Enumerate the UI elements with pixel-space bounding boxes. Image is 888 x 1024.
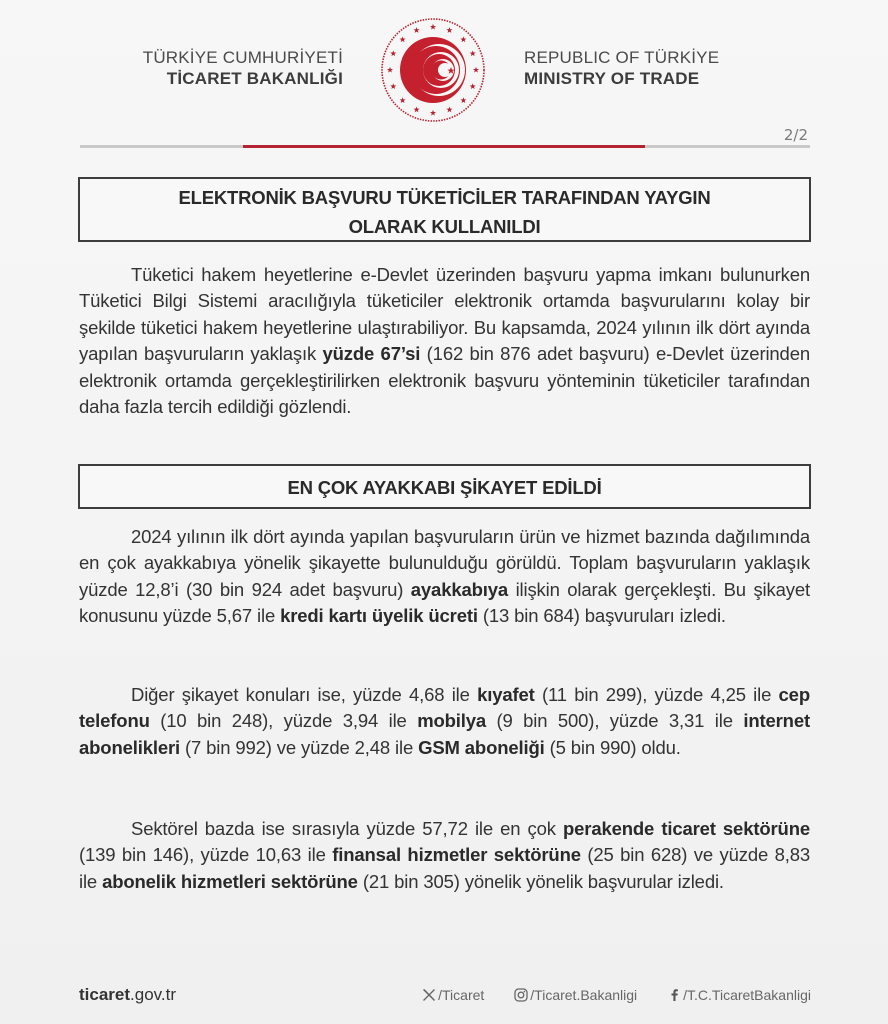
website-link[interactable] [79, 985, 176, 1005]
text-run: (25 bin 628) ve yüzde 8,83 ile [79, 844, 811, 892]
x-icon [422, 988, 436, 1002]
social-handle: /T.C.TicaretBakanligi [683, 987, 811, 1003]
text-run: (9 bin 500), yüzde 3,31 ile [486, 710, 744, 732]
emblem-star-icon [446, 107, 452, 113]
header-divider [80, 145, 810, 148]
social-link-instagram[interactable] [514, 987, 637, 1003]
instagram-icon [514, 988, 528, 1002]
emblem-star-icon [473, 67, 479, 73]
section2-paragraph-3 [79, 816, 810, 895]
emblem-star-icon [414, 27, 420, 33]
section1-heading [78, 177, 811, 242]
emblem-star-icon [387, 67, 393, 73]
text-run: (13 bin 684) başvuruları izledi. [477, 605, 726, 627]
ministry-emblem-icon [379, 16, 487, 124]
text-run: 2024 yılının ilk dört ayında yapılan başvuruların ürün ve hizmet bazında dağılımında en çok ayakkabıya yönelik şikayette bulunulduğu görüldü. Toplam başvuruların yaklaşık yüzde 12,8’i (30 bin 924 adet başvuru) [79, 526, 810, 600]
text-run: (7 bin 992) ve yüzde 2,48 ile [180, 736, 419, 758]
text-run: ilişkin olarak gerçekleşti. Bu şikayet konusunu yüzde 5,67 ile [79, 578, 810, 627]
emblem-star-icon [470, 83, 476, 89]
header-right-line2: MINISTRY OF TRADE [524, 69, 700, 88]
header-left-line1: TÜRKİYE CUMHURİYETİ [142, 48, 343, 67]
emblem-star-icon [446, 27, 452, 33]
page-number: 2/2 [783, 126, 808, 144]
bold-run: internet abonelikleri [79, 710, 810, 758]
bold-run: cep telefonu [79, 684, 810, 732]
header-left-line2: TİCARET BAKANLIĞI [166, 69, 343, 88]
emblem-star-icon [390, 50, 396, 56]
text-run: (162 bin 876 adet başvuru) e-Devlet üzerinden elektronik ortamda gerçekleştirilirken elektronik başvuru yönteminin tüketiciler tarafından daha fazla tercih edildiği gözlendi. [79, 343, 810, 418]
facebook-icon [667, 988, 681, 1002]
emblem-star-icon [470, 50, 476, 56]
social-handle: /Ticaret.Bakanligi [530, 987, 638, 1003]
website-domain-rest: .gov.tr [130, 985, 177, 1004]
text-run: (139 bin 146), yüzde 10,63 ile [79, 844, 333, 866]
social-link-x[interactable] [422, 987, 484, 1003]
bold-run: kredi kartı üyelik ücreti [280, 605, 478, 627]
bold-run: ayakkabıya [410, 578, 509, 600]
section2-paragraph-1 [79, 524, 810, 630]
header-english-title [524, 47, 719, 89]
header-turkish-title [143, 47, 343, 89]
social-links [422, 987, 811, 1003]
text-run: Tüketici hakem heyetlerine e-Devlet üzerinden başvuru yapma imkanı bulunurken Tüketici Bilgi Sistemi aracılığıyla tüketiciler elektronik ortamda başvurularını kolay bir şekilde tüketici hakem heyetlerine ulaştırabiliyor. Bu kapsamda, 2024 yılının ilk dört ayında yapılan başvuruların yaklaşık [79, 264, 810, 365]
section1-heading-line1: ELEKTRONİK BAŞVURU TÜKETİCİLER TARAFINDAN YAYGIN [178, 187, 711, 208]
bold-run: finansal hizmetler sektörüne [332, 844, 581, 866]
bold-run: GSM aboneliği [418, 736, 545, 758]
header-divider-accent [243, 145, 645, 148]
text-run: (11 bin 299), yüzde 4,25 ile [534, 684, 779, 705]
bold-run: kıyafet [477, 684, 535, 705]
emblem-star-icon [400, 97, 406, 103]
emblem-star-icon [390, 83, 396, 89]
social-handle: /Ticaret [438, 987, 485, 1003]
emblem-star-icon [460, 97, 466, 103]
letterhead [0, 0, 888, 130]
website-domain-bold: ticaret [79, 985, 131, 1004]
text-run: (21 bin 305) yönelik yönelik başvurular izledi. [357, 870, 724, 892]
text-run: (10 bin 248), yüzde 3,94 ile [149, 710, 418, 732]
text-run: Sektörel bazda ise sırasıyla yüzde 57,72 ile en çok [131, 818, 563, 839]
emblem-star-icon [414, 107, 420, 113]
bold-run: mobilya [417, 710, 487, 732]
section1-paragraph [79, 262, 810, 420]
bold-run: yüzde 67’si [322, 343, 421, 365]
text-run: (5 bin 990) oldu. [544, 736, 681, 758]
emblem-star-icon [430, 110, 436, 116]
emblem-star-icon [400, 36, 406, 42]
social-link-facebook[interactable] [667, 987, 811, 1003]
bold-run: abonelik hizmetleri sektörüne [102, 870, 358, 892]
header-right-line1: REPUBLIC OF TÜRKİYE [524, 48, 720, 67]
section2-paragraph-2 [79, 682, 810, 761]
emblem-star-icon [430, 24, 436, 30]
section1-heading-line2: OLARAK KULLANILDI [348, 216, 541, 237]
emblem-star-icon [460, 36, 466, 42]
text-run: Diğer şikayet konuları ise, yüzde 4,68 ile [131, 684, 478, 705]
section2-heading [78, 464, 811, 509]
bold-run: perakende ticaret sektörüne [563, 818, 810, 839]
section2-heading-text: EN ÇOK AYAKKABI ŞİKAYET EDİLDİ [287, 477, 602, 498]
